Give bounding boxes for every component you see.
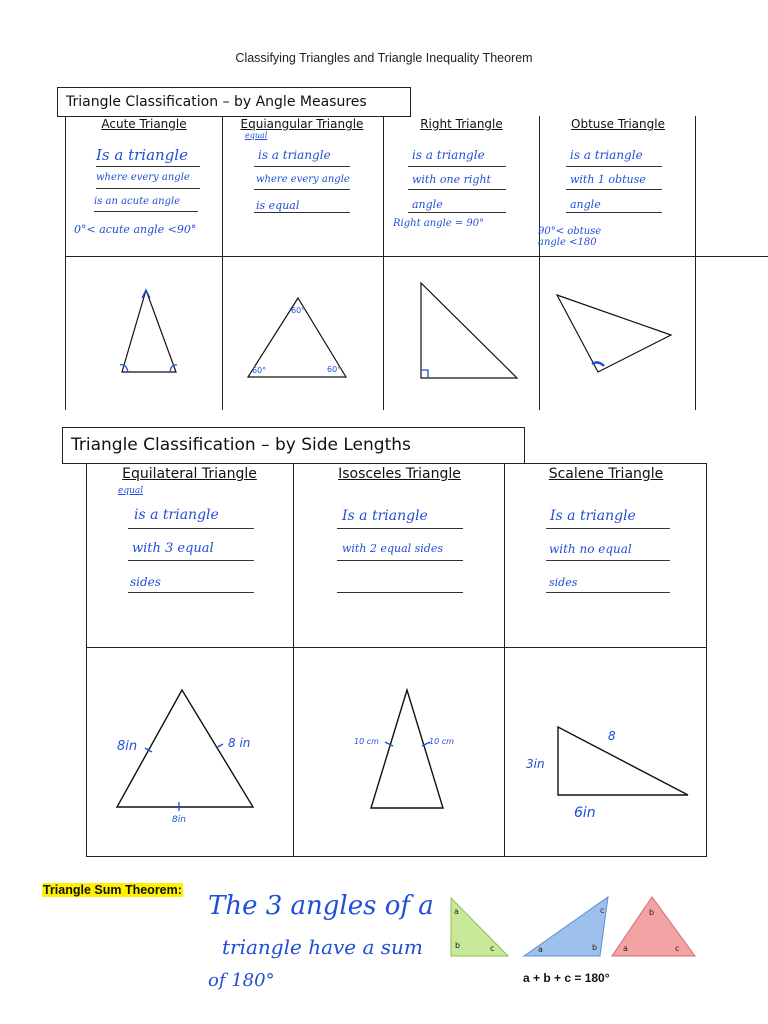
acute-triangle-heading: Acute Triangle (101, 117, 187, 131)
triangle-sum-theorem-label: Triangle Sum Theorem: (43, 883, 182, 897)
scalene-line-3: sides (549, 576, 578, 589)
green-angle-b: b (455, 941, 461, 950)
obtuse-line-1: is a triangle (570, 148, 643, 162)
scalene-side-hyp: 8 (608, 729, 616, 743)
equilateral-line-2: with 3 equal (132, 541, 214, 556)
equiangular-angle-left: 60° (252, 366, 267, 375)
equiangular-angle-right: 60° (327, 365, 342, 374)
acute-line-2: where every angle (96, 172, 190, 183)
equilateral-line-1: is a triangle (134, 507, 219, 523)
equilateral-line-3: sides (130, 575, 161, 589)
acute-extra: 0°< acute angle <90° (74, 223, 197, 236)
red-angle-c: c (675, 944, 680, 953)
page-title: Classifying Triangles and Triangle Inequality Theorem (235, 51, 533, 65)
sum-theorem-line-2: triangle have a sum (222, 935, 423, 959)
green-angle-a: a (454, 907, 459, 916)
right-line-3: angle (412, 198, 443, 211)
isosceles-triangle-heading: Isosceles Triangle (338, 466, 461, 482)
right-line-1: is a triangle (412, 148, 485, 162)
equilateral-triangle-heading: Equilateral Triangle (122, 466, 257, 482)
scalene-triangle-heading: Scalene Triangle (548, 466, 664, 482)
blue-angle-b: b (592, 943, 598, 952)
equilateral-side-right: 8 in (228, 736, 251, 750)
isosceles-side-right: 10 cm (429, 737, 454, 746)
green-angle-c: c (490, 944, 495, 953)
equiangular-line-1: is a triangle (258, 148, 331, 162)
scalene-line-2: with no equal (549, 542, 632, 556)
right-triangle-heading: Right Triangle (420, 117, 503, 131)
obtuse-extra: 90°< obtuse angle <180 (538, 226, 602, 248)
sum-theorem-line-3: of 180° (208, 970, 275, 991)
acute-line-1: Is a triangle (96, 146, 188, 164)
obtuse-line-3: angle (570, 198, 601, 211)
equilateral-note: equal (118, 486, 144, 496)
isosceles-line-2: with 2 equal sides (342, 542, 443, 555)
equiangular-angle-top: 60° (291, 306, 306, 315)
red-angle-a: a (623, 944, 628, 953)
red-angle-b: b (649, 908, 655, 917)
sum-theorem-triangles (440, 890, 700, 960)
equiangular-triangle-heading: Equiangular Triangle (240, 117, 364, 131)
right-line-2: with one right (412, 173, 491, 186)
blue-angle-a: a (538, 945, 543, 954)
equiangular-note: equal (245, 131, 268, 140)
isosceles-line-1: Is a triangle (342, 508, 428, 524)
equiangular-line-2: where every angle (256, 174, 350, 185)
sum-formula: a + b + c = 180° (523, 971, 610, 985)
sum-theorem-line-1: The 3 angles of a (208, 891, 434, 921)
scalene-line-1: Is a triangle (550, 508, 636, 524)
right-extra: Right angle = 90° (393, 218, 485, 229)
equiangular-line-3: is equal (256, 199, 300, 212)
scalene-side-left: 3in (526, 757, 545, 771)
blue-angle-c: c (600, 906, 605, 915)
acute-line-3: is an acute angle (94, 196, 181, 207)
scalene-side-bottom: 6in (574, 805, 596, 821)
equilateral-side-left: 8in (117, 739, 138, 754)
obtuse-line-2: with 1 obtuse (570, 173, 646, 186)
obtuse-triangle-heading: Obtuse Triangle (571, 117, 665, 131)
equilateral-side-bottom: 8in (172, 815, 186, 825)
angle-section-heading-text: Triangle Classification – by Angle Measures (66, 94, 367, 110)
side-section-heading-text: Triangle Classification – by Side Lengths (71, 435, 411, 455)
isosceles-side-left: 10 cm (354, 737, 379, 746)
